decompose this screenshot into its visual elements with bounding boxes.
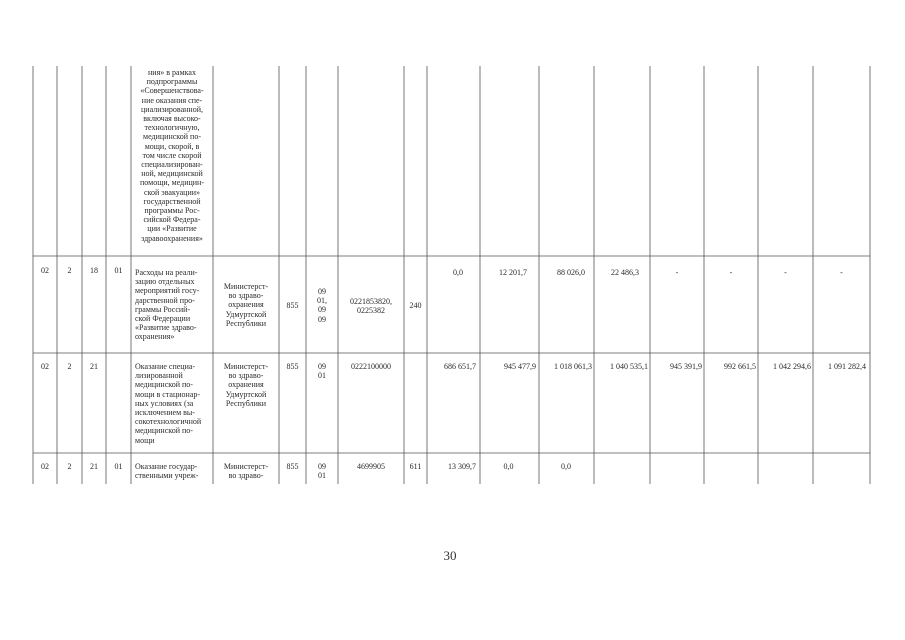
- row2-col3: 18: [90, 266, 98, 275]
- row3-val8: 1 091 282,4: [828, 362, 866, 371]
- row4-val2: 0,0: [503, 462, 514, 471]
- row3-section: 09 01: [318, 362, 326, 381]
- row4-target: 4699905: [357, 462, 385, 471]
- row4-code: 855: [286, 462, 299, 471]
- row4-section: 09 01: [318, 462, 326, 481]
- row2-name: Расходы на реали- зацию отдельных мероприятий госу- дарственной про- граммы Россий- ской Федерации «Развитие здраво- охранения»: [135, 268, 200, 342]
- row3-name: Оказание специа- лизированной медицинской по- мощи в стационар- ных условиях (за исключением вы- сокотехнологичной медицинской по- мощи: [135, 362, 202, 445]
- row4-name: Оказание государ- ственными учреж-: [135, 462, 199, 481]
- row2-val1: 0,0: [453, 268, 463, 277]
- row3-org: Министерст- во здраво- охранения Удмуртской Республики: [223, 362, 269, 408]
- page-number: 30: [443, 548, 457, 563]
- row3-code: 855: [286, 362, 299, 371]
- row2-section: 09 01, 09 09: [317, 287, 327, 324]
- row2-val4: 22 486,3: [611, 268, 639, 277]
- row4-col2: 2: [67, 462, 72, 471]
- row4-val1: 13 309,7: [448, 462, 476, 471]
- row2-val3: 88 026,0: [557, 268, 585, 277]
- row3-val7: 1 042 294,6: [773, 362, 811, 371]
- row3-val5: 945 391,9: [670, 362, 702, 371]
- row2-col4: 01: [114, 266, 123, 275]
- row4-org: Министерст- во здраво-: [223, 462, 269, 481]
- row2-val7: -: [784, 268, 787, 277]
- row2-target: 0221853820, 0225382: [350, 297, 392, 316]
- row2-val8: -: [840, 268, 843, 277]
- row3-val2: 945 477,9: [504, 362, 536, 371]
- row3-val6: 992 661,5: [724, 362, 756, 371]
- row3-val3: 1 018 061,3: [554, 362, 592, 371]
- row3-col1: 02: [41, 362, 49, 371]
- row1-name: ния» в рамках подпрограммы «Совершенствова- ние оказания спе- циализированной, включая высоко- технологичную, медицинской по- мощи, скорой, в том числе скорой специализирован- ной, медицинской помощи, медицин- ской эвакуации» государственной программы Рос- сийской Федера- ции «Развитие здравоохранения»: [140, 68, 204, 243]
- row2-vr: 240: [409, 301, 422, 310]
- row4-col1: 02: [41, 462, 49, 471]
- row4-col4: 01: [114, 462, 123, 471]
- row2-code: 855: [286, 301, 299, 310]
- row2-val2: 12 201,7: [499, 268, 527, 277]
- row4-val3: 0,0: [561, 462, 571, 471]
- row2-val6: -: [729, 268, 733, 277]
- row3-val4: 1 040 535,1: [610, 362, 648, 371]
- row2-val5: -: [675, 268, 679, 277]
- row3-col3: 21: [90, 362, 98, 371]
- row4-vr: 611: [409, 462, 422, 471]
- row3-target: 0222100000: [351, 362, 391, 371]
- row4-col3: 21: [90, 462, 98, 471]
- row3-val1: 686 651,7: [444, 362, 476, 371]
- row3-col2: 2: [67, 362, 72, 371]
- row2-col2: 2: [67, 266, 72, 275]
- row2-col1: 02: [41, 266, 49, 275]
- row2-org: Министерст- во здраво- охранения Удмуртской Республики: [223, 282, 269, 328]
